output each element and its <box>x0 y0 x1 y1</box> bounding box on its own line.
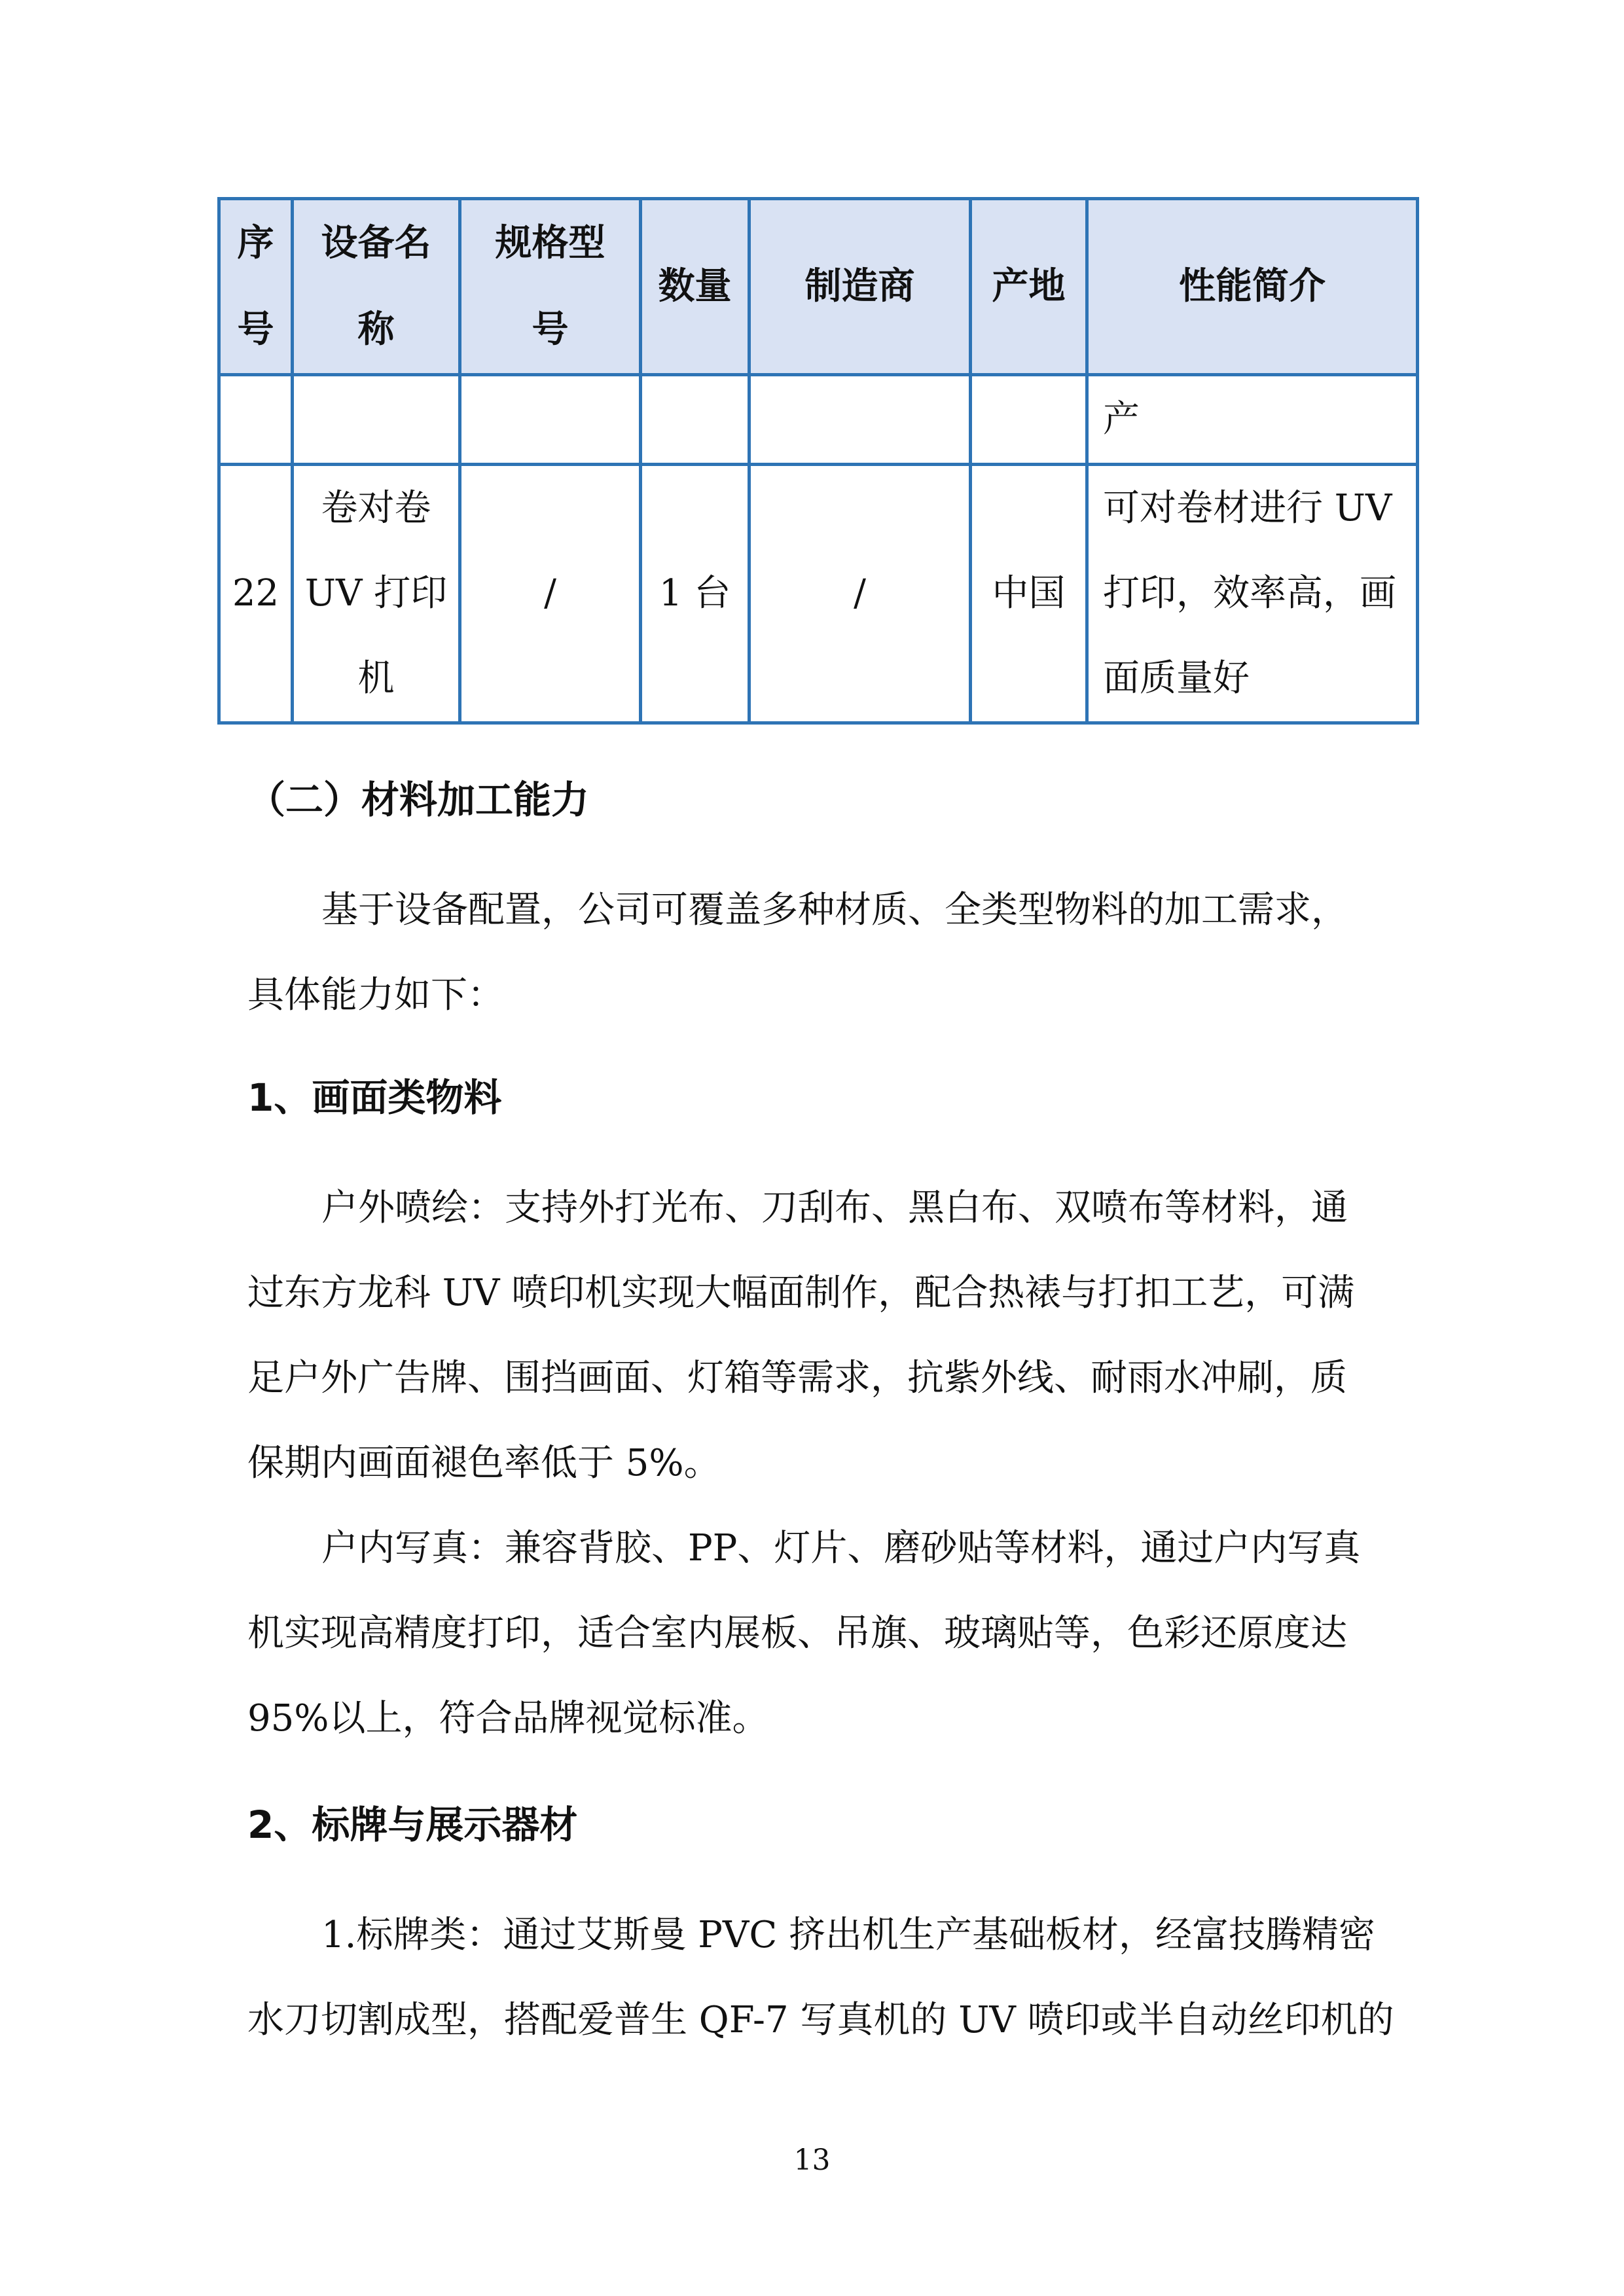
paragraph-line: 过东方龙科 UV 喷印机实现大幅面制作，配合热裱与打扣工艺，可满 <box>247 1272 1355 1314</box>
subsection-1-title: 1、画面类物料 <box>247 1075 502 1120</box>
paragraph-line: 户内写真：兼容背胶、PP、灯片、磨砂贴等材料，通过户内写真 <box>321 1527 1361 1570</box>
table-cell <box>749 375 971 465</box>
origin-cell: 中国 <box>971 465 1087 723</box>
paragraph-line: 保期内画面褪色率低于 5%。 <box>247 1442 721 1484</box>
paragraph-line: 1.标牌类：通过艾斯曼 PVC 挤出机生产基础板材，经富技腾精密 <box>321 1914 1375 1956</box>
paragraph-line: 95%以上，符合品牌视觉标准。 <box>247 1697 769 1740</box>
header-spec: 规格型 号 <box>460 199 641 375</box>
intro-line-1: 基于设备配置，公司可覆盖多种材质、全类型物料的加工需求， <box>321 889 1348 931</box>
header-index: 序 号 <box>219 199 293 375</box>
table-header-row <box>219 199 1418 375</box>
performance-cell: 产 <box>1087 375 1418 465</box>
intro-line-2: 具体能力如下： <box>247 974 504 1016</box>
equipment-table <box>217 197 1419 725</box>
header-quantity: 数量 <box>641 199 749 375</box>
paragraph-line: 机实现高精度打印，适合室内展板、吊旗、玻璃贴等，色彩还原度达 <box>247 1612 1347 1655</box>
header-name: 设备名 称 <box>293 199 460 375</box>
subsection-2-title: 2、标牌与展示器材 <box>247 1803 578 1847</box>
page-number: 13 <box>793 2144 831 2177</box>
equipment-table-wrapper <box>217 197 1416 725</box>
table-cell <box>219 375 293 465</box>
paragraph-line: 水刀切割成型，搭配爱普生 QF-7 写真机的 UV 喷印或半自动丝印机的 <box>247 1999 1394 2041</box>
paragraph-line: 户外喷绘：支持外打光布、刀刮布、黑白布、双喷布等材料，通 <box>321 1187 1348 1229</box>
header-manufacturer: 制造商 <box>749 199 971 375</box>
table-cell <box>641 375 749 465</box>
performance-cell: 可对卷材进行 UV 打印，效率高，画 面质量好 <box>1087 465 1418 723</box>
section-title: （二）材料加工能力 <box>247 778 590 822</box>
manufacturer-cell: / <box>749 465 971 723</box>
header-origin: 产地 <box>971 199 1087 375</box>
paragraph-line: 足户外广告牌、围挡画面、灯箱等需求，抗紫外线、耐雨水冲刷，质 <box>247 1357 1347 1399</box>
table-row-22 <box>219 465 1418 723</box>
table-cell <box>460 375 641 465</box>
table-row-continued <box>219 375 1418 465</box>
header-performance: 性能简介 <box>1087 199 1418 375</box>
table-cell <box>971 375 1087 465</box>
quantity-cell: 1 台 <box>641 465 749 723</box>
name-cell: 卷对卷 UV 打印 机 <box>293 465 460 723</box>
index-cell: 22 <box>219 465 293 723</box>
table-cell <box>293 375 460 465</box>
spec-cell: / <box>460 465 641 723</box>
